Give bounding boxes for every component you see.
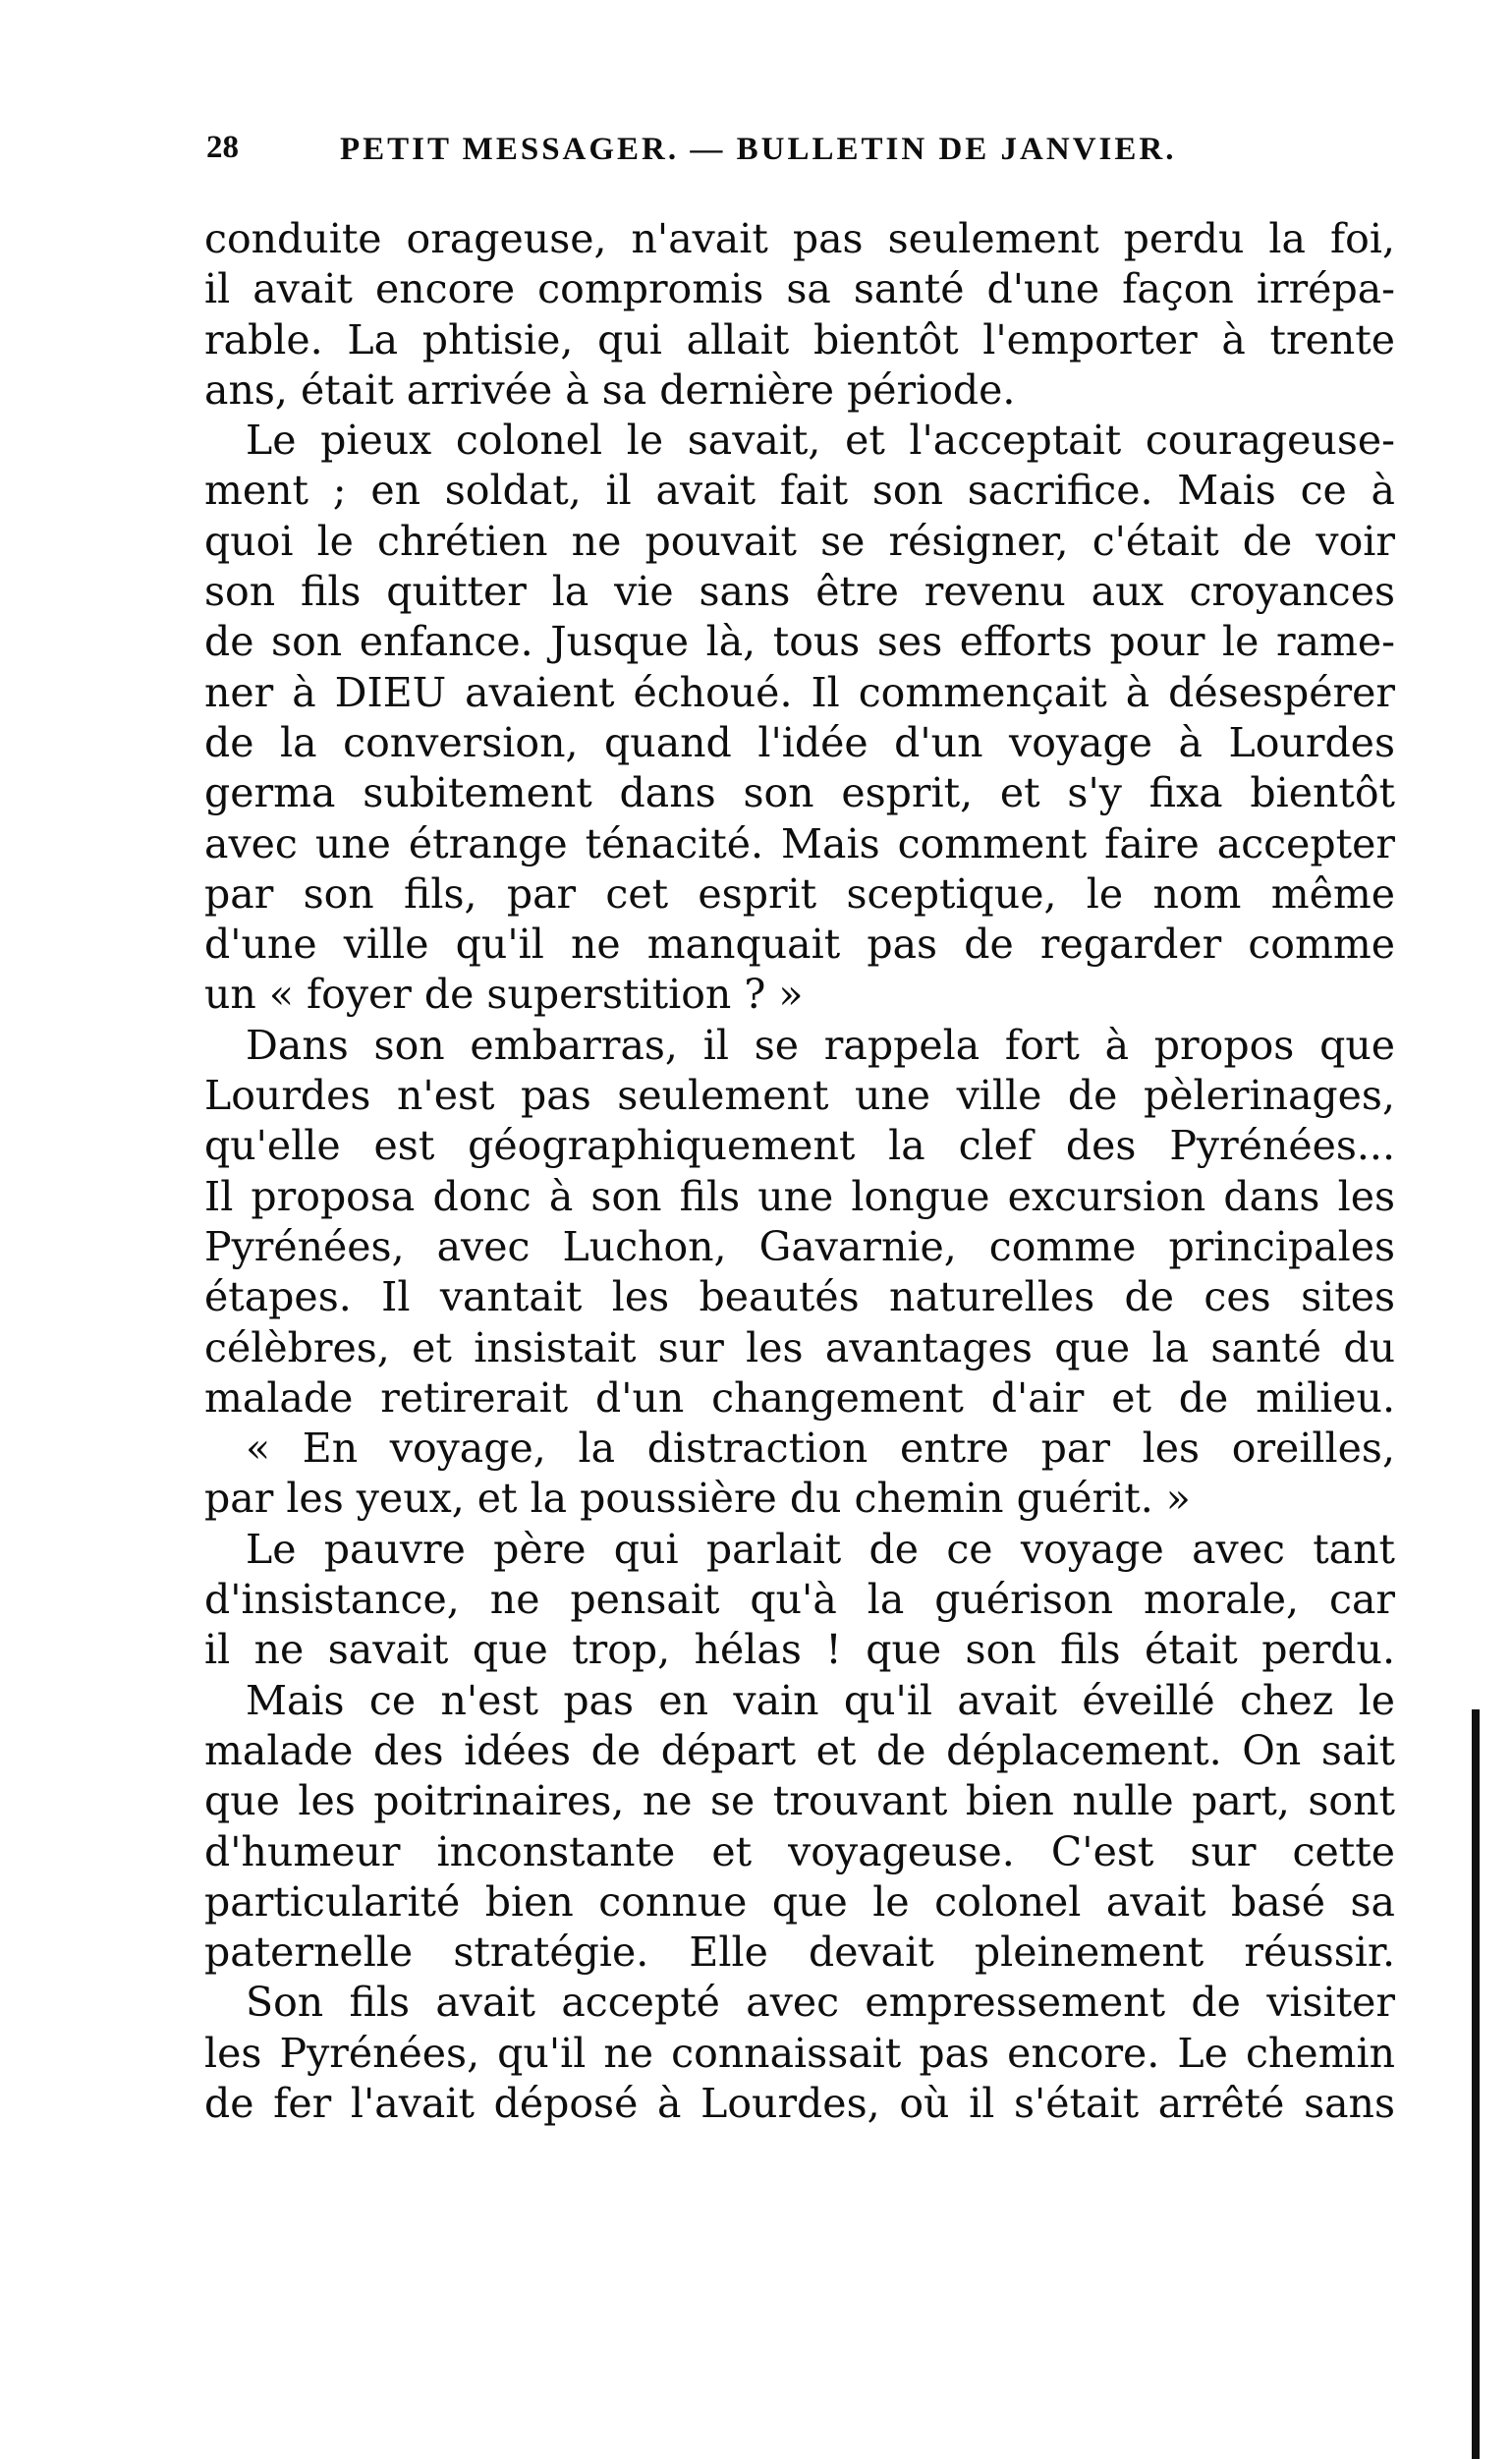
text-line: Il proposa donc à son fils une longue excursion dans les	[204, 1172, 1395, 1220]
text-line: malade retirerait d'un changement d'air et de milieu.	[204, 1373, 1395, 1422]
text-line: Le pauvre père qui parlait de ce voyage avec tant	[246, 1525, 1395, 1573]
text-line: un « foyer de superstition ? »	[204, 971, 804, 1019]
running-title: PETIT MESSAGER. — BULLETIN DE JANVIER.	[340, 132, 1177, 167]
text-line: d'une ville qu'il ne manquait pas de regarder comme	[204, 921, 1395, 969]
text-line: malade des idées de départ et de déplacement. On sait	[204, 1726, 1395, 1774]
text-line: par son fils, par cet esprit sceptique, le nom même	[204, 869, 1395, 918]
text-line: étapes. Il vantait les beautés naturelles de ces sites	[204, 1273, 1395, 1321]
text-line: d'insistance, ne pensait qu'à la guérison morale, car	[204, 1576, 1395, 1624]
text-line: paternelle stratégie. Elle devait pleinement réussir.	[204, 1928, 1395, 1977]
text-line: germa subitement dans son esprit, et s'y fixa bientôt	[204, 769, 1395, 817]
text-line: Mais ce n'est pas en vain qu'il avait éveillé chez le	[246, 1676, 1395, 1724]
text-line: avec une étrange ténacité. Mais comment faire accepter	[204, 819, 1395, 867]
text-line: « En voyage, la distraction entre par les oreilles,	[246, 1425, 1395, 1473]
text-line: célèbres, et insistait sur les avantages que la santé du	[204, 1323, 1395, 1371]
text-line: rable. La phtisie, qui allait bientôt l'emporter à trente	[204, 315, 1395, 363]
text-line: son fils quitter la vie sans être revenu aux croyances	[204, 568, 1395, 616]
text-line: Lourdes n'est pas seulement une ville de pèlerinages,	[204, 1072, 1395, 1120]
text-line: particularité bien connue que le colonel avait basé sa	[204, 1877, 1395, 1926]
page-number: 28	[206, 130, 239, 165]
text-line: Pyrénées, avec Luchon, Gavarnie, comme principales	[204, 1222, 1395, 1270]
text-line: il ne savait que trop, hélas ! que son fils était perdu.	[204, 1626, 1395, 1674]
page-header	[206, 130, 1307, 189]
text-line: Son fils avait accepté avec empressement de visiter	[246, 1979, 1395, 2027]
text-line: que les poitrinaires, ne se trouvant bien nulle part, sont	[204, 1777, 1395, 1825]
text-line: de son enfance. Jusque là, tous ses efforts pour le rame-	[204, 618, 1395, 666]
text-line: il avait encore compromis sa santé d'une façon irrépa-	[204, 265, 1395, 313]
text-line: quoi le chrétien ne pouvait se résigner, c'était de voir	[204, 517, 1395, 565]
scan-edge-shadow	[1472, 1709, 1480, 2459]
text-line: d'humeur inconstante et voyageuse. C'est sur cette	[204, 1827, 1395, 1875]
text-line: ans, était arrivée à sa dernière période.	[204, 365, 1016, 414]
text-line: de fer l'avait déposé à Lourdes, où il s'était arrêté sans	[204, 2079, 1395, 2127]
text-line: par les yeux, et la poussière du chemin guérit. »	[204, 1475, 1191, 1523]
text-line: conduite orageuse, n'avait pas seulement perdu la foi,	[204, 215, 1395, 262]
text-line: Le pieux colonel le savait, et l'acceptait courageuse-	[246, 417, 1395, 465]
text-line: les Pyrénées, qu'il ne connaissait pas encore. Le chemin	[204, 2029, 1395, 2077]
text-line: ner à DIEU avaient échoué. Il commençait à désespérer	[204, 668, 1395, 716]
body-text	[204, 214, 1395, 2129]
text-line: qu'elle est géographiquement la clef des Pyrénées...	[204, 1122, 1395, 1170]
text-line: Dans son embarras, il se rappela fort à propos que	[246, 1021, 1395, 1069]
text-line: ment ; en soldat, il avait fait son sacrifice. Mais ce à	[204, 467, 1395, 515]
text-line: de la conversion, quand l'idée d'un voyage à Lourdes	[204, 718, 1395, 766]
